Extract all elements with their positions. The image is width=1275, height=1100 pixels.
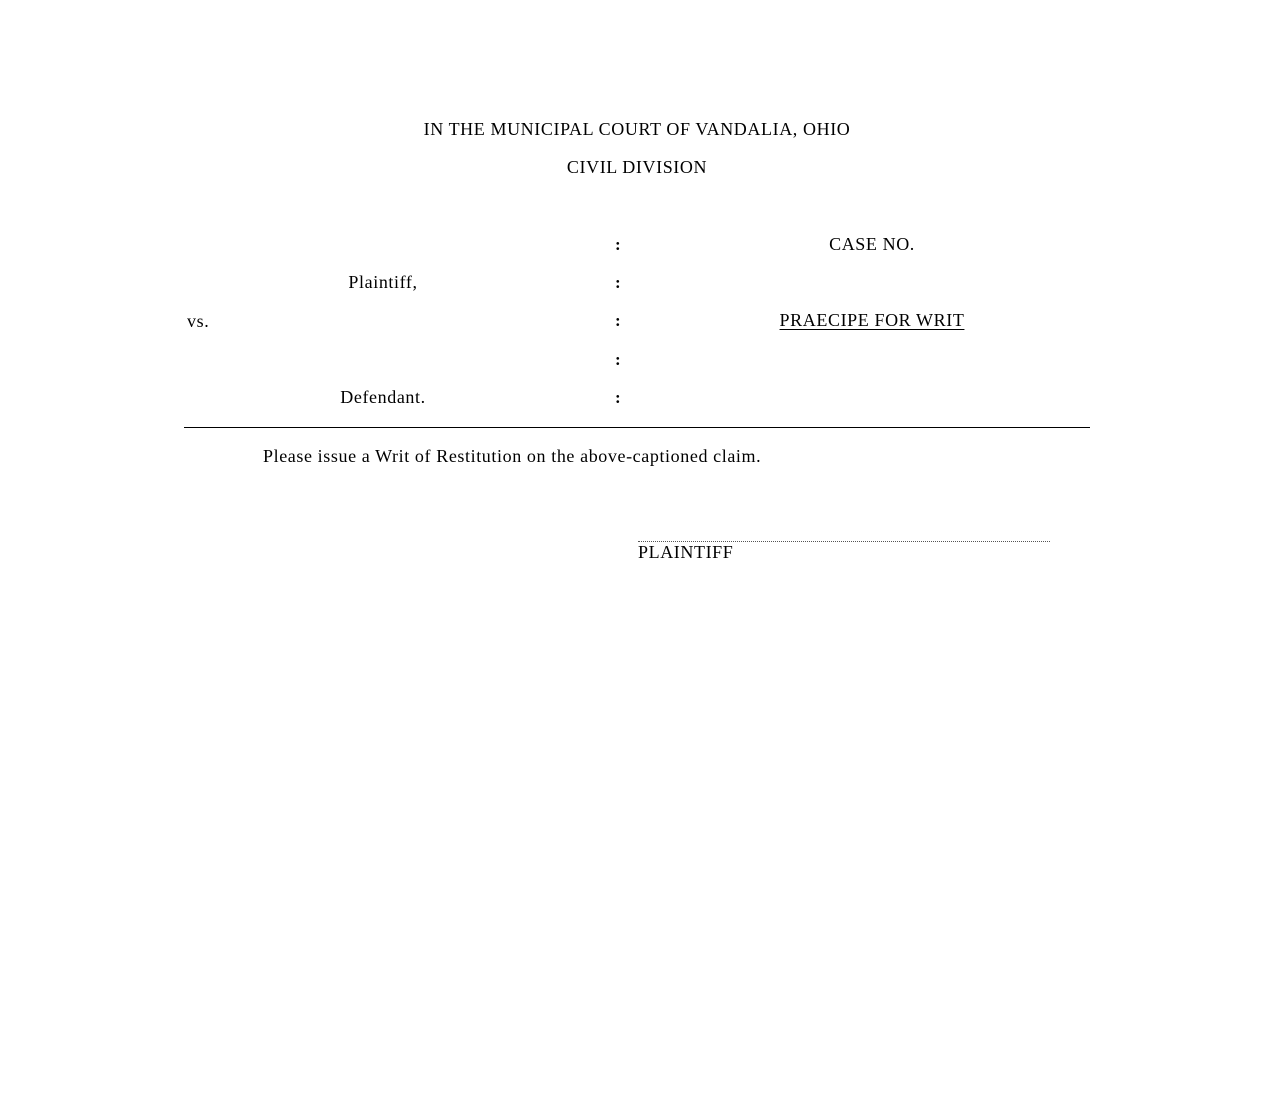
vs-label: vs. [187, 311, 210, 331]
plaintiff-label: Plaintiff, [348, 272, 418, 292]
caption-separator: : [615, 311, 622, 330]
document-title: PRAECIPE FOR WRIT [779, 310, 965, 330]
caption-divider [184, 427, 1090, 428]
caption-separator: : [615, 350, 622, 369]
caption-separator: : [615, 235, 622, 254]
request-text: Please issue a Writ of Restitution on the above-captioned claim. [263, 446, 762, 466]
caption-separator: : [615, 273, 622, 292]
court-title: IN THE MUNICIPAL COURT OF VANDALIA, OHIO [423, 119, 851, 139]
defendant-label: Defendant. [340, 387, 426, 407]
case-number-label: CASE NO. [829, 234, 915, 254]
signature-label: PLAINTIFF [638, 542, 734, 562]
caption-separator: : [615, 388, 622, 407]
division-title: CIVIL DIVISION [566, 157, 708, 177]
